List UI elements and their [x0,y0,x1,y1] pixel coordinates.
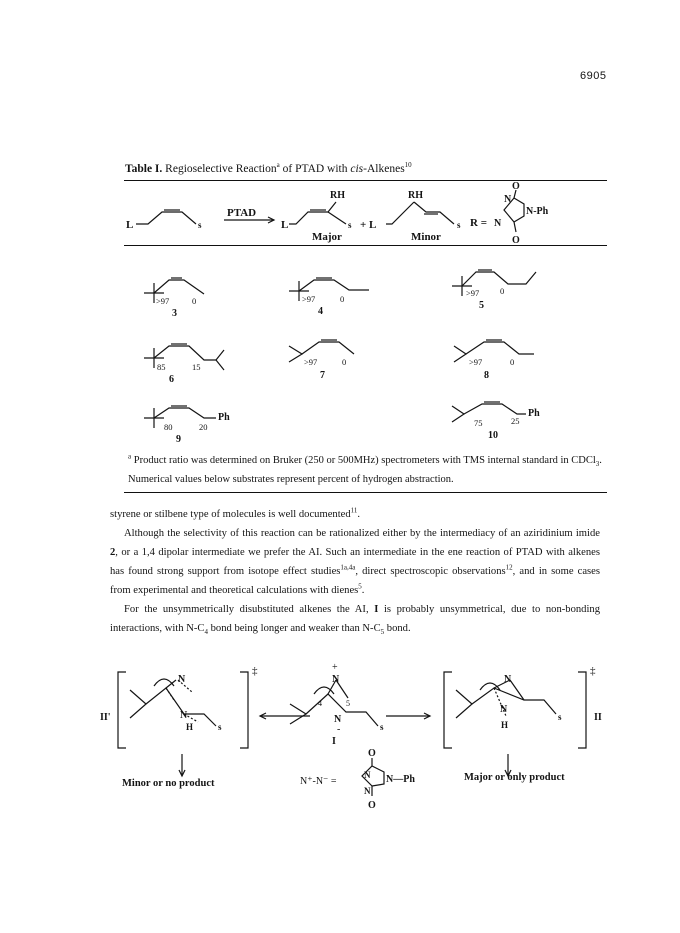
table-title [125,163,412,175]
substrate-4-structure [289,278,369,301]
scheme-reagent: PTAD [227,207,257,219]
substrate-6-id: 6 [169,374,174,385]
substrate-10-id: 10 [488,430,498,441]
right-bracket-close [578,672,586,748]
left-dagger: ‡ [252,665,258,677]
substrate-4-id: 4 [318,306,323,317]
minor-product-chain [386,202,414,224]
label-II: II [594,712,602,723]
right-H: H [501,720,509,730]
p2-sup3: 5 [358,582,362,591]
substrate-table [124,258,607,448]
p2-a: Although the selectivity of this reaction can be rationalized either by the intermediacy of an aziridinium imide [124,528,600,539]
paragraph-1 [110,505,600,524]
substrate-9-ph: Ph [218,412,230,423]
dipole-N1: N [364,770,371,780]
paragraph-3 [110,600,600,638]
dipole-O2: O [368,800,376,811]
center-minus: - [337,724,341,735]
left-bracket-open [118,672,126,748]
footnote-text-b: . Numerical values below substrates represent percent of hydrogen abstraction. [128,455,602,485]
p2-d: , and in some cases from experimental and theoretical calculations with dienes [110,566,600,596]
p3-c: bond being longer and weaker than N-C [207,623,381,634]
substrate-3-right: 0 [192,296,197,306]
left-s: s [218,722,222,732]
substrate-10-ph: Ph [528,408,540,419]
table-bottom-rule [124,492,607,493]
scheme-s: s [198,220,202,230]
substrate-10-left: 75 [474,418,483,428]
scheme-major-s: s [348,220,352,230]
left-H: H [186,722,194,732]
p3-b: is probably unsymmetrical, due to non-bonding interactions, with N-C [110,604,600,634]
center-5: 5 [346,699,350,708]
substrate-6-left: 85 [157,362,166,372]
substrate-6-structure [144,344,224,370]
table-footnote [128,451,604,489]
p3-sub1: 4 [204,628,208,637]
scheme-major-RH: RH [330,190,345,201]
substrate-5-left: >97 [466,288,480,298]
scheme-ptad-N2: N [494,218,502,229]
p2-b: , or a 1,4 dipolar intermediate we prefer the AI. Such an intermediate in the ene reaction of PTAD with alkenes has found strong support from isotope effect studies [110,547,600,577]
table-title-ref: 10 [404,161,412,170]
table-title-c: -Alkenes [363,163,405,175]
substrate-chain [136,212,196,224]
right-s: s [558,712,562,722]
label-I: I [332,736,336,747]
center-s: s [380,722,384,732]
label-II-prime: II' [100,712,111,723]
dipole-O1: O [368,748,376,759]
substrate-6-right: 15 [192,362,201,372]
p2-c: , direct spectroscopic observations [355,566,506,577]
substrate-8-left: >97 [469,357,483,367]
substrate-9-left: 80 [164,422,173,432]
substrate-7-left: >97 [304,357,318,367]
substrate-9-id: 9 [176,434,181,445]
major-product-label: Major or only product [464,772,565,783]
table-title-italic: cis [350,163,364,175]
substrate-4-left: >97 [302,294,316,304]
center-4: 4 [318,699,322,708]
p1-end: . [357,509,361,520]
scheme-plus-L: + L [360,219,377,231]
substrate-3-left: >97 [156,296,170,306]
reaction-scheme [124,180,607,246]
p3-sub2: 5 [380,628,385,637]
mechanism-scheme [100,660,620,835]
scheme-minor-s: s [457,220,461,230]
paragraph-2 [110,524,600,600]
right-bracket-open [444,672,452,748]
p3-bold: I [374,604,379,615]
footnote-marker: a [128,452,132,461]
substrate-8-id: 8 [484,370,489,381]
scheme-R-eq: R = [470,217,487,229]
substrate-7-id: 7 [320,370,325,381]
left-bracket-close [240,672,248,748]
p2-bold: 2 [110,547,116,558]
center-N2: N [334,714,342,725]
p2-e: . [361,585,365,596]
substrate-10-right: 25 [511,416,520,426]
p1-sup: 11 [350,506,358,515]
substrate-5-structure [452,270,536,296]
p3-d: bond. [384,623,411,634]
minor-product-label: Minor or no product [122,778,215,789]
substrate-7-right: 0 [342,357,347,367]
left-N2: N [180,710,188,721]
scheme-major-L: L [281,219,289,231]
scheme-ptad-N1: N [504,194,512,205]
table-title-sup: a [276,161,280,170]
table-title-a: Regioselective Reaction [162,163,277,175]
scheme-ptad-O2: O [512,235,520,246]
substrate-8-right: 0 [510,357,515,367]
p1-text: styrene or stilbene type of molecules is well documented [110,509,351,520]
p2-sup2: 12 [505,563,513,572]
page-number: 6905 [580,70,607,82]
substrate-8-structure [454,340,534,362]
center-plus: + [332,662,338,673]
substrate-5-right: 0 [500,286,505,296]
footnote-text-a: Product ratio was determined on Bruker (250 or 500MHz) spectrometers with TMS internal standard in CDCl [131,455,596,466]
p3-a: For the unsymmetrically disubstituted alkenes the AI, [124,604,375,615]
scheme-minor-label: Minor [411,231,441,243]
footnote-sub: 3 [595,460,600,469]
substrate-9-right: 20 [199,422,208,432]
scheme-ptad-NPh: N-Ph [526,206,549,217]
table-title-b: of PTAD with [279,163,351,175]
substrate-3-id: 3 [172,308,177,319]
center-N1: N [332,674,340,685]
scheme-minor-RH: RH [408,190,423,201]
dipole-label: N⁺-N⁻ = [300,776,337,787]
scheme-ptad-O1: O [512,181,520,192]
p2-sup1: 1a,4a [340,563,356,572]
right-dagger: ‡ [590,665,596,677]
substrate-4-right: 0 [340,294,345,304]
left-N1: N [178,674,186,685]
dipole-N2: N [364,786,371,796]
right-N1: N [504,674,512,685]
dipole-NPh: N—Ph [386,774,415,785]
right-N2: N [500,704,508,715]
substrate-5-id: 5 [479,300,484,311]
scheme-major-label: Major [312,231,342,243]
table-label: Table I. [125,163,163,175]
scheme-L: L [126,219,134,231]
